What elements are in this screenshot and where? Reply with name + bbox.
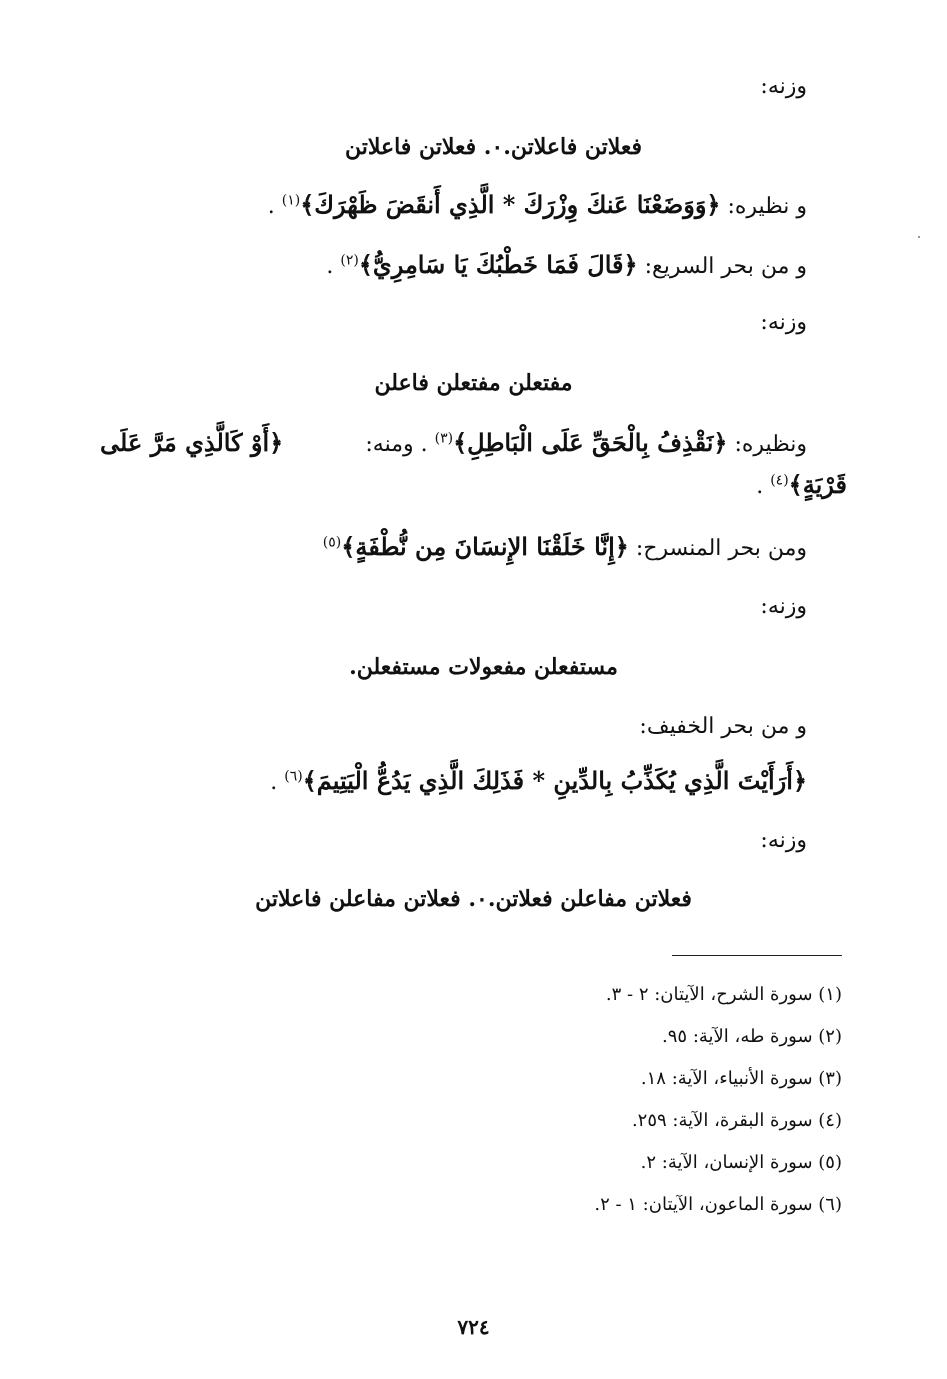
quran-verse: ﴿إِنَّا خَلَقْنَا الإِنسَانَ مِن نُّطْفَةٍ﴾ [341, 532, 629, 561]
weight-label-4: وزنه: [760, 828, 807, 853]
margin-speck [918, 236, 920, 238]
quran-verse-continued: ﴿أَوْ كَالَّذِي مَرَّ عَلَى [100, 428, 284, 457]
example-connector: . ومنه: [365, 432, 428, 457]
example-line-4 [323, 532, 807, 564]
quran-verse: ﴿وَوَضَعْنَا عَنكَ وِزْرَكَ * الَّذِي أَنقَضَ ظَهْرَكَ﴾ [300, 190, 721, 219]
meter-line-1: فعلاتن فاعلاتن.٠. فعلاتن فاعلاتن [344, 134, 643, 160]
footnote-4: (٤) سورة البقرة، الآية: ٢٥٩. [631, 1110, 842, 1131]
sentence-end: . [267, 194, 275, 219]
footnote-ref: (٣) [434, 430, 454, 447]
example-line-3 [100, 428, 807, 460]
example-prefix: و نظيره: [727, 194, 807, 219]
quran-verse: ﴿نَقْذِفُ بِالْحَقِّ عَلَى الْبَاطِلِ﴾ [453, 428, 728, 457]
quran-verse-end: قَرْيَةٍ﴾ [788, 470, 847, 499]
weight-label-1: وزنه: [760, 74, 807, 99]
footnote-ref: (٢) [340, 252, 359, 269]
meter-line-4: فعلاتن مفاعلن فعلاتن.٠. فعلاتن مفاعلن فاعلاتن [255, 886, 692, 912]
example-line-5: و من بحر الخفيف: [639, 714, 807, 739]
page-number: ٧٢٤ [457, 1315, 490, 1339]
footnote-separator [672, 955, 842, 956]
sentence-end: . [270, 770, 278, 795]
example-line-3-wrap [756, 470, 847, 502]
footnote-ref: (٤) [770, 472, 789, 489]
example-line-6 [270, 766, 807, 798]
example-line-3-start [365, 428, 807, 460]
footnote-ref: (١) [281, 192, 301, 209]
sentence-end: . [326, 254, 334, 279]
footnote-6: (٦) سورة الماعون، الآيتان: ١ - ٢. [594, 1194, 842, 1215]
example-line-1 [268, 190, 807, 222]
meter-line-2: مفتعلن مفتعلن فاعلن [374, 370, 573, 396]
footnote-1: (١) سورة الشرح، الآيتان: ٢ - ٣. [605, 984, 842, 1005]
example-prefix: ونظيره: [734, 432, 807, 457]
footnote-3: (٣) سورة الأنبياء، الآية: ١٨. [640, 1068, 842, 1089]
example-prefix: ومن بحر المنسرح: [635, 536, 807, 561]
footnote-ref: (٦) [284, 768, 303, 785]
meter-line-3: مستفعلن مفعولات مستفعلن. [349, 654, 618, 680]
footnote-ref: (٥) [322, 534, 342, 551]
quran-verse: ﴿أَرَأَيْتَ الَّذِي يُكَذِّبُ بِالدِّينِ * فَذَلِكَ الَّذِي يَدُعُّ الْيَتِيمَ﴾ [302, 766, 807, 795]
example-prefix: و من بحر السريع: [644, 254, 807, 279]
sentence-end: . [756, 474, 764, 499]
quran-verse: ﴿قَالَ فَمَا خَطْبُكَ يَا سَامِرِيُّ﴾ [358, 250, 638, 279]
example-line-2 [326, 250, 807, 282]
footnote-5: (٥) سورة الإنسان، الآية: ٢. [640, 1152, 842, 1173]
weight-label-3: وزنه: [760, 594, 807, 619]
footnote-2: (٢) سورة طه، الآية: ٩٥. [662, 1026, 842, 1047]
weight-label-2: وزنه: [760, 310, 807, 335]
